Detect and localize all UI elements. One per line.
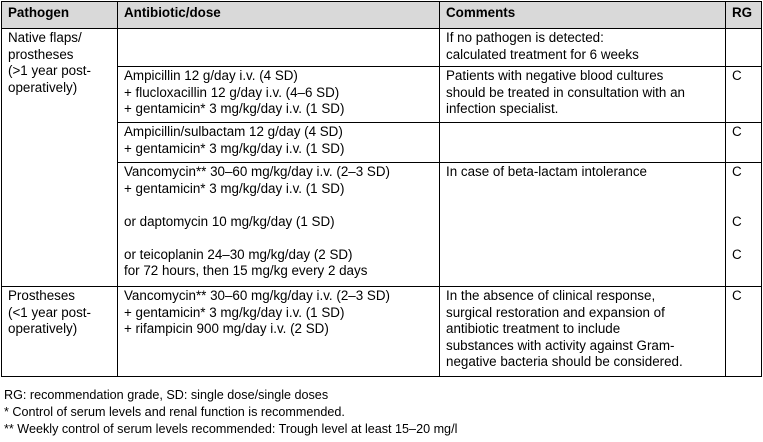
comment-line: negative bacteria should be considered. xyxy=(446,354,683,369)
antibiotic-table xyxy=(1,1,762,377)
comment-cell xyxy=(440,123,726,163)
rg-cell: C xyxy=(726,123,762,163)
comment-line: surgical restoration and expansion of xyxy=(446,304,665,320)
comment-cell xyxy=(440,287,726,377)
antibiotic-cell xyxy=(118,67,440,123)
antibiotic-line: + gentamicin* 3 mg/kg/day i.v. (1 SD) xyxy=(124,101,345,116)
antibiotic-line: for 72 hours, then 15 mg/kg every 2 days xyxy=(124,263,368,278)
comment-line: If no pathogen is detected: xyxy=(446,30,604,45)
header-rg: RG xyxy=(726,2,762,29)
comment-line: In the absence of clinical response, xyxy=(446,288,656,303)
rg-value: C xyxy=(732,213,742,229)
table-row xyxy=(2,287,762,377)
pathogen-line: (>1 year post- xyxy=(8,63,91,78)
antibiotic-cell xyxy=(118,29,440,67)
comment-line: antibiotic treatment to include xyxy=(446,321,621,336)
pathogen-line: operatively) xyxy=(8,79,78,95)
comment-cell xyxy=(440,29,726,67)
rg-cell xyxy=(726,29,762,67)
antibiotic-cell xyxy=(118,287,440,377)
comment-line: substances with activity against Gram- xyxy=(446,337,675,353)
comment-cell xyxy=(440,67,726,123)
rg-value: C xyxy=(732,164,742,179)
antibiotic-line: Vancomycin** 30–60 mg/kg/day i.v. (2–3 SD) xyxy=(124,288,390,303)
antibiotic-line: Ampicillin 12 g/day i.v. (4 SD) xyxy=(124,68,298,83)
antibiotic-line: or daptomycin 10 mg/kg/day (1 SD) xyxy=(124,213,335,229)
antibiotic-line: + flucloxacillin 12 g/day i.v. (4–6 SD) xyxy=(124,84,340,100)
pathogen-line: prostheses xyxy=(8,46,74,62)
antibiotic-line: + gentamicin* 3 mg/kg/day i.v. (1 SD) xyxy=(124,180,345,196)
rg-cell: C xyxy=(726,67,762,123)
header-pathogen: Pathogen xyxy=(2,2,118,29)
pathogen-line: operatively) xyxy=(8,321,78,336)
antibiotic-line: + gentamicin* 3 mg/kg/day i.v. (1 SD) xyxy=(124,304,345,320)
rg-value: C xyxy=(732,246,742,262)
footnote-single-asterisk: * Control of serum levels and renal function is recommended. xyxy=(4,405,345,419)
footnote-abbreviations: RG: recommendation grade, SD: single dose/single doses xyxy=(4,388,329,402)
antibiotic-line: + gentamicin* 3 mg/kg/day i.v. (1 SD) xyxy=(124,140,345,156)
pathogen-cell-native xyxy=(2,29,118,287)
rg-cell xyxy=(726,163,762,287)
footnotes xyxy=(4,387,457,438)
pathogen-line: Prostheses xyxy=(8,288,75,303)
antibiotic-line: Vancomycin** 30–60 mg/kg/day i.v. (2–3 SD) xyxy=(124,164,390,179)
antibiotic-line: + rifampicin 900 mg/day i.v. (2 SD) xyxy=(124,321,329,336)
pathogen-cell-prostheses xyxy=(2,287,118,377)
table-row xyxy=(2,29,762,67)
comment-line: infection specialist. xyxy=(446,101,559,116)
antibiotic-cell xyxy=(118,123,440,163)
comment-cell xyxy=(440,163,726,287)
rg-cell: C xyxy=(726,287,762,377)
comment-line: calculated treatment for 6 weeks xyxy=(446,46,639,62)
comment-line: should be treated in consultation with an xyxy=(446,84,685,100)
header-antibiotic: Antibiotic/dose xyxy=(118,2,440,29)
comment-line: Patients with negative blood cultures xyxy=(446,68,664,83)
antibiotic-cell xyxy=(118,163,440,287)
footnote-double-asterisk: ** Weekly control of serum levels recommended: Trough level at least 15–20 mg/l xyxy=(4,422,458,436)
antibiotic-line: or teicoplanin 24–30 mg/kg/day (2 SD) xyxy=(124,246,353,262)
header-comments: Comments xyxy=(440,2,726,29)
pathogen-line: (<1 year post- xyxy=(8,304,91,320)
comment-line: In case of beta-lactam intolerance xyxy=(446,164,647,179)
antibiotic-line: Ampicillin/sulbactam 12 g/day (4 SD) xyxy=(124,124,343,139)
table-header-row xyxy=(2,2,762,29)
pathogen-line: Native flaps/ xyxy=(8,30,82,45)
